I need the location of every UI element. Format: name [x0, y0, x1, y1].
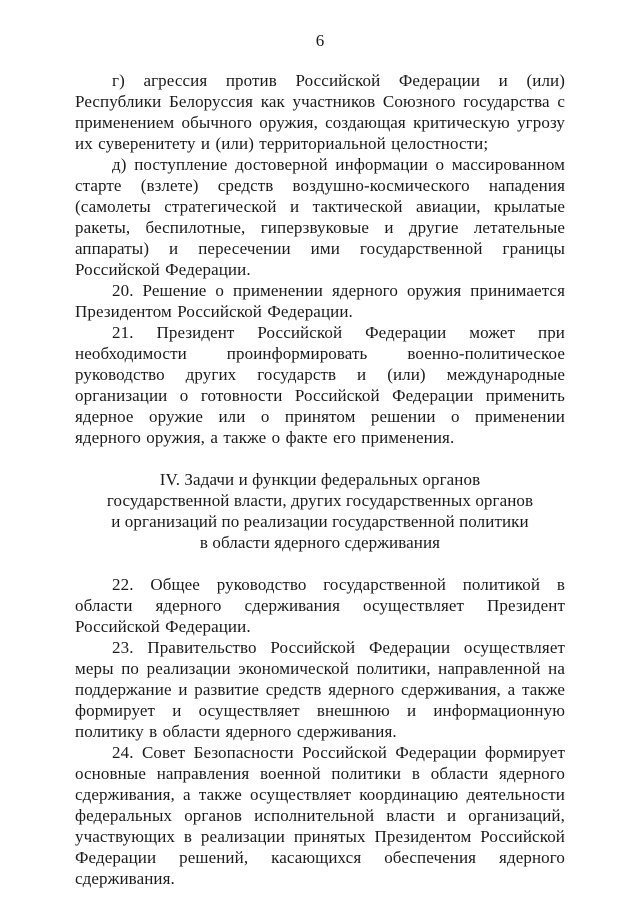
paragraph-item-20: 20. Решение о применении ядерного оружия принимается Президентом Российской Федерации. — [75, 281, 565, 321]
paragraph-subitem-d: д) поступление достоверной информации о массированном старте (взлете) средств воздушно-космического нападения (самолеты стратегической и тактической авиации, крылатые ракеты, беспилотные, гиперзвуковые и другие летательные аппараты) и пересечении ими государственной границы Российской Федерации. — [75, 155, 565, 279]
paragraph-subitem-g: г) агрессия против Российской Федерации и (или) Республики Белоруссия как участников Союзного государства с применением обычного оружия, создающая критическую угрозу их суверенитету и (или) территориальной целостности; — [75, 71, 565, 153]
paragraph-item-24: 24. Совет Безопасности Российской Федерации формирует основные направления военной политики в области ядерного сдерживания, а также осуществляет координацию деятельности федеральных органов исполнительной власти и организаций, участвующих в реализации принятых Президентом Российской Федерации решений, касающихся обеспечения ядерного сдерживания. — [75, 743, 565, 888]
section-heading-line-2: государственной власти, других государственных органов — [106, 491, 534, 510]
section-heading-line-3: и организаций по реализации государственной политики — [111, 512, 529, 531]
page-number: 6 — [315, 31, 325, 50]
paragraph-item-22: 22. Общее руководство государственной политикой в области ядерного сдерживания осуществляет Президент Российской Федерации. — [75, 575, 565, 636]
section-iv-heading — [75, 469, 565, 553]
paragraph-item-21: 21. Президент Российской Федерации может при необходимости проинформировать военно-политическое руководство других государств и (или) международные организации о готовности Российской Федерации применить ядерное оружие или о принятом решении о применении ядерного оружия, а также о факте его применения. — [75, 323, 565, 447]
paragraph-item-23: 23. Правительство Российской Федерации осуществляет меры по реализации экономической политики, направленной на поддержание и развитие средств ядерного сдерживания, а также формирует и осуществляет внешнюю и информационную политику в области ядерного сдерживания. — [75, 638, 565, 741]
section-heading-line-1: IV. Задачи и функции федеральных органов — [159, 470, 481, 489]
document-body — [75, 70, 565, 889]
section-heading-line-4: в области ядерного сдерживания — [199, 533, 441, 552]
